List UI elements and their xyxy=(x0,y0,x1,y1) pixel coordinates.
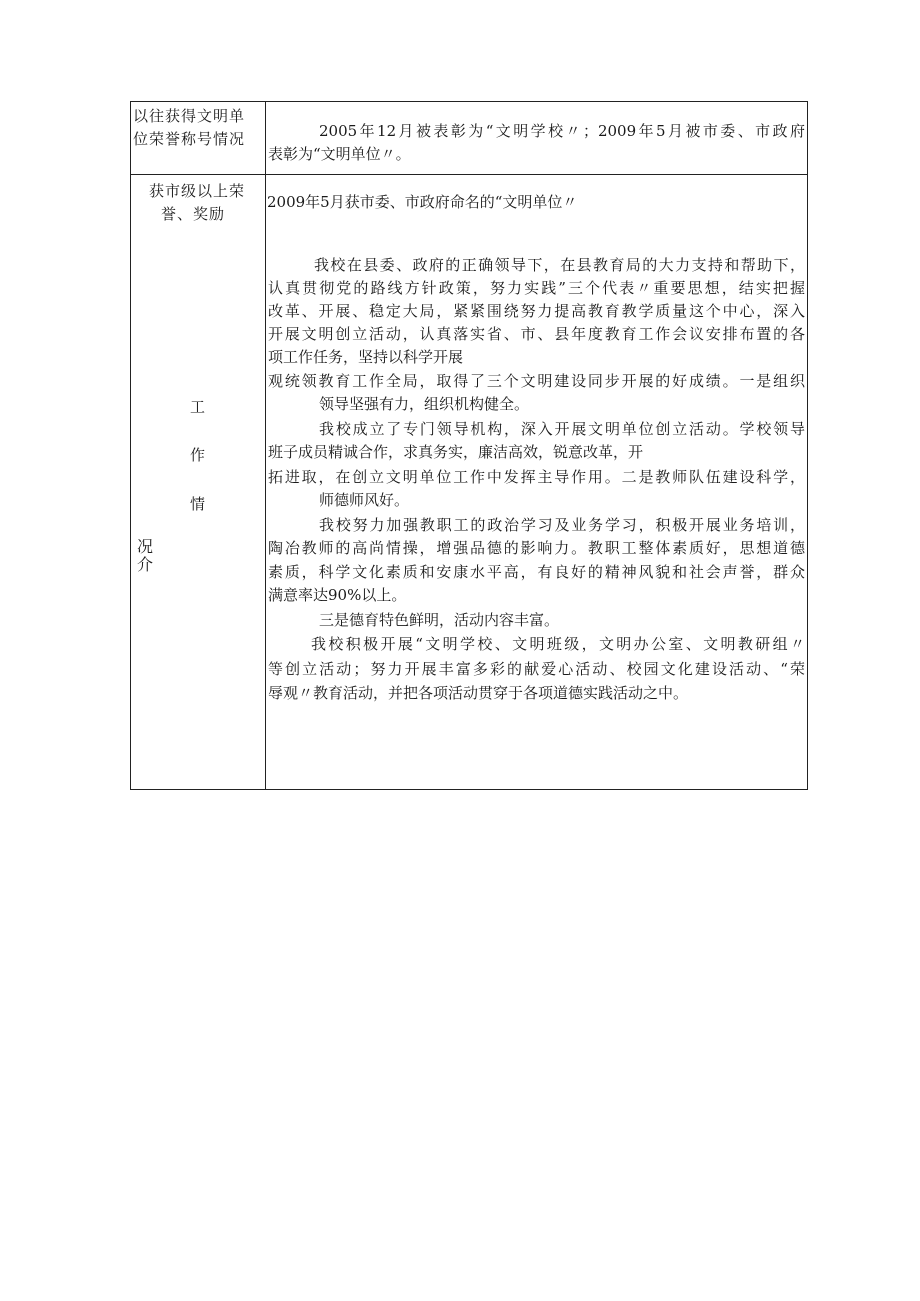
work-summary-line: 我校积极开展“文明学校、文明班级，文明办公室、文明教研组〃 xyxy=(311,635,805,653)
work-summary-line: 观统领教育工作全局，取得了三个文明建设同步开展的好成绩。一是组织 xyxy=(268,372,805,390)
work-summary-line: 认真贯彻党的路线方针政策，努力实践”三个代表〃重要思想，结实把握 xyxy=(268,279,805,297)
work-summary-line: 开展文明创立活动，认真落实省、市、县年度教育工作会议安排布置的各 xyxy=(268,325,805,343)
honor-form-table xyxy=(130,101,808,790)
work-summary-line: 满意率达90%以上。 xyxy=(268,586,407,604)
work-summary-line: 三是德育特色鲜明，活动内容丰富。 xyxy=(319,611,560,629)
past-honors-label-line2: 位荣誉称号情况 xyxy=(133,130,246,148)
work-label-char: 作 xyxy=(190,446,206,464)
work-summary-line: 拓进取，在创立文明单位工作中发挥主导作用。二是教师队伍建设科学， xyxy=(268,468,805,486)
work-label-char: 介 xyxy=(137,555,154,574)
work-summary-line: 师德师风好。 xyxy=(319,491,410,509)
work-summary-line: 辱观〃教育活动，并把各项活动贯穿于各项道德实践活动之中。 xyxy=(268,684,689,702)
work-summary-line: 项工作任务，坚持以科学开展 xyxy=(268,348,464,366)
work-summary-line: 我校在县委、政府的正确领导下，在县教育局的大力支持和帮助下， xyxy=(314,256,805,274)
work-summary-line: 改革、开展、稳定大局，紧紧围绕努力提高教育教学质量这个中心，深入 xyxy=(268,302,805,320)
work-label-char: 况 xyxy=(137,537,154,556)
city-honors-label-line2: 誉、奖励 xyxy=(161,205,226,223)
work-summary-line: 陶冶教师的高尚情操，增强品德的影响力。教职工整体素质好，思想道德 xyxy=(268,539,805,557)
work-summary-line: 等创立活动；努力开展丰富多彩的献爱心活动、校园文化建设活动、“荣 xyxy=(268,660,805,678)
work-summary-line: 班子成员精诚合作，求真务实，廉洁高效，锐意改革，开 xyxy=(268,443,644,461)
work-summary-line: 素质，科学文化素质和安康水平高，有良好的精神风貌和社会声誉，群众 xyxy=(268,563,805,581)
city-honor-text: 2009年5月获市委、市政府命名的“文明单位〃 xyxy=(267,193,578,211)
work-label-char: 工 xyxy=(190,398,206,416)
work-summary-line: 我校努力加强教职工的政治学习及业务学习，积极开展业务培训， xyxy=(319,516,805,534)
work-summary-line: 领导坚强有力，组织机构健全。 xyxy=(319,395,530,413)
past-honors-label-line1: 以往获得文明单 xyxy=(133,107,246,125)
past-honors-text-line1: 2005年12月被表彰为“文明学校〃；2009年5月被市委、市政府 xyxy=(319,122,805,140)
column-divider xyxy=(265,102,266,789)
row-divider xyxy=(131,174,807,175)
past-honors-text-line2: 表彰为“文明单位〃。 xyxy=(268,145,411,163)
work-label-char: 情 xyxy=(190,495,206,513)
city-honors-label-line1: 获市级以上荣 xyxy=(149,182,246,200)
work-summary-line: 我校成立了专门领导机构，深入开展文明单位创立活动。学校领导 xyxy=(319,420,805,438)
